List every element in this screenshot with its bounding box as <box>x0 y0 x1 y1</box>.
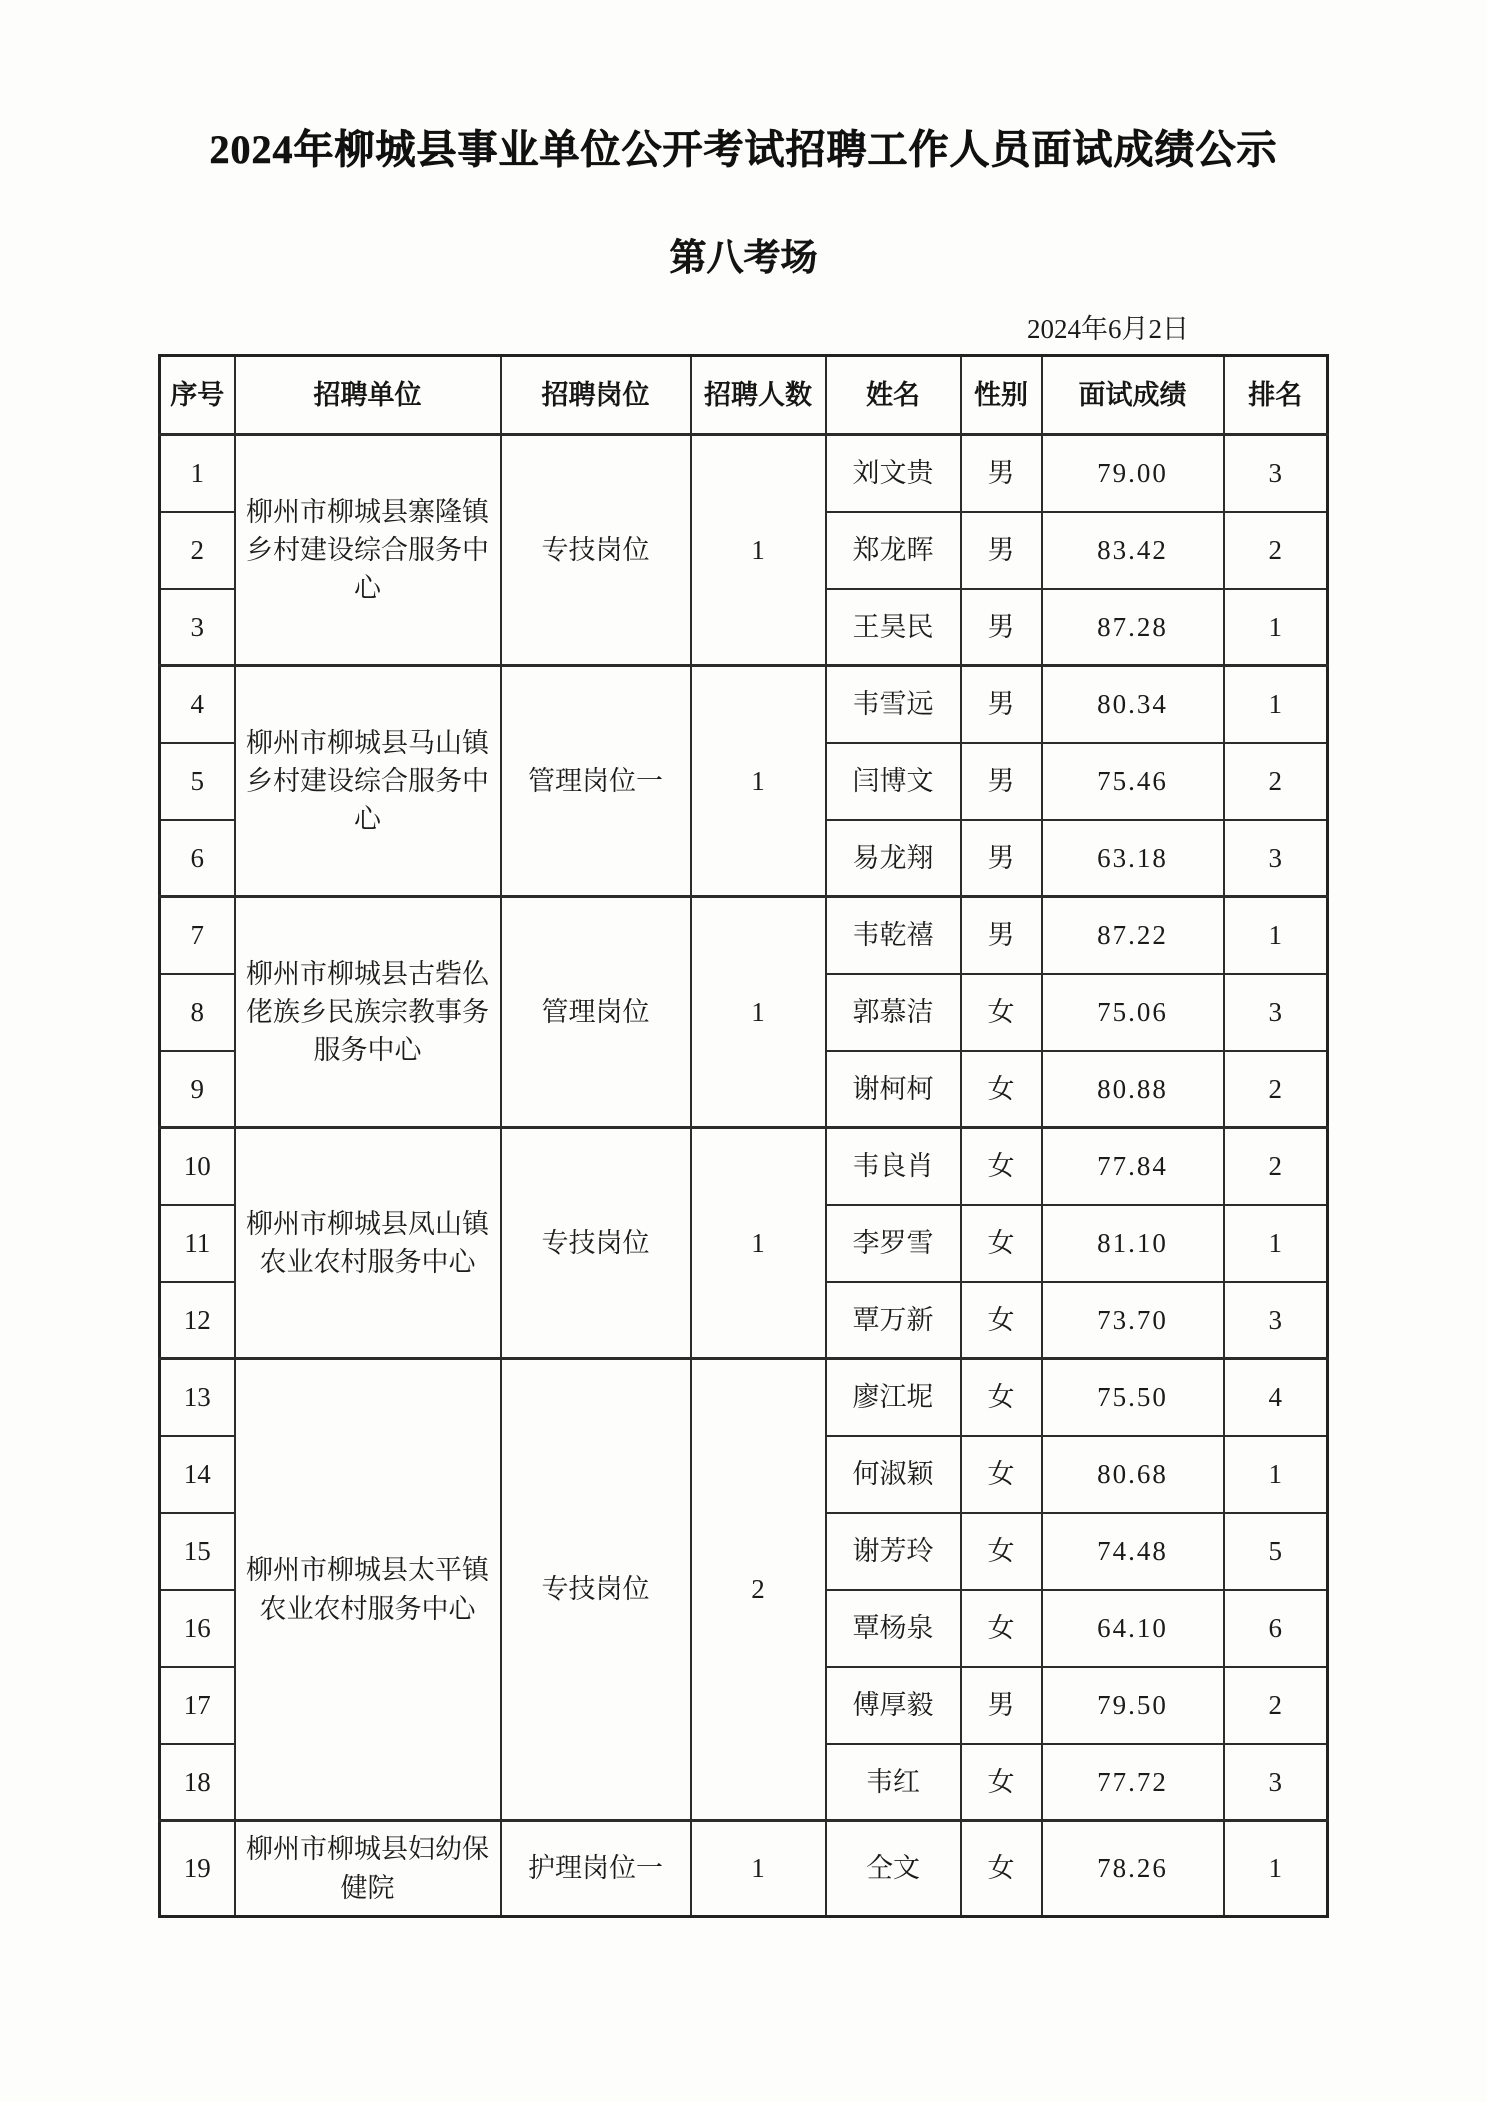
table-row <box>160 1359 1328 1436</box>
rank-cell: 2 <box>1224 1051 1328 1128</box>
name-cell: 覃杨泉 <box>826 1590 961 1667</box>
rank-cell: 2 <box>1224 1128 1328 1205</box>
rank-cell: 1 <box>1224 589 1328 666</box>
unit-cell: 柳州市柳城县寨隆镇乡村建设综合服务中心 <box>235 435 501 666</box>
table-header-row <box>160 356 1328 435</box>
unit-cell: 柳州市柳城县太平镇农业农村服务中心 <box>235 1359 501 1821</box>
score-cell: 78.26 <box>1042 1821 1224 1917</box>
gender-cell: 女 <box>961 1513 1042 1590</box>
gender-cell: 男 <box>961 820 1042 897</box>
name-cell: 仝文 <box>826 1821 961 1917</box>
seq-cell: 14 <box>160 1436 235 1513</box>
seq-cell: 4 <box>160 666 235 743</box>
post-cell: 护理岗位一 <box>501 1821 691 1917</box>
header-gender: 性别 <box>961 356 1042 435</box>
score-cell: 80.88 <box>1042 1051 1224 1128</box>
table-row <box>160 1821 1328 1917</box>
seq-cell: 3 <box>160 589 235 666</box>
count-cell: 1 <box>691 435 826 666</box>
count-cell: 2 <box>691 1359 826 1821</box>
gender-cell: 女 <box>961 1051 1042 1128</box>
gender-cell: 女 <box>961 1436 1042 1513</box>
gender-cell: 男 <box>961 589 1042 666</box>
name-cell: 闫博文 <box>826 743 961 820</box>
gender-cell: 女 <box>961 974 1042 1051</box>
rank-cell: 1 <box>1224 897 1328 974</box>
rank-cell: 3 <box>1224 820 1328 897</box>
name-cell: 韦红 <box>826 1744 961 1821</box>
seq-cell: 13 <box>160 1359 235 1436</box>
rank-cell: 1 <box>1224 1205 1328 1282</box>
gender-cell: 女 <box>961 1821 1042 1917</box>
unit-cell: 柳州市柳城县妇幼保健院 <box>235 1821 501 1917</box>
rank-cell: 5 <box>1224 1513 1328 1590</box>
header-post: 招聘岗位 <box>501 356 691 435</box>
seq-cell: 2 <box>160 512 235 589</box>
rank-cell: 6 <box>1224 1590 1328 1667</box>
rank-cell: 3 <box>1224 435 1328 512</box>
seq-cell: 10 <box>160 1128 235 1205</box>
rank-cell: 1 <box>1224 1821 1328 1917</box>
gender-cell: 女 <box>961 1590 1042 1667</box>
score-cell: 77.72 <box>1042 1744 1224 1821</box>
count-cell: 1 <box>691 666 826 897</box>
gender-cell: 男 <box>961 512 1042 589</box>
results-table-body <box>160 435 1328 1917</box>
rank-cell: 3 <box>1224 1282 1328 1359</box>
name-cell: 韦雪远 <box>826 666 961 743</box>
score-cell: 80.68 <box>1042 1436 1224 1513</box>
gender-cell: 男 <box>961 666 1042 743</box>
header-seq: 序号 <box>160 356 235 435</box>
table-row <box>160 435 1328 512</box>
name-cell: 何淑颖 <box>826 1436 961 1513</box>
gender-cell: 男 <box>961 897 1042 974</box>
table-row <box>160 897 1328 974</box>
count-cell: 1 <box>691 1821 826 1917</box>
gender-cell: 男 <box>961 743 1042 820</box>
name-cell: 谢柯柯 <box>826 1051 961 1128</box>
rank-cell: 2 <box>1224 743 1328 820</box>
score-cell: 83.42 <box>1042 512 1224 589</box>
rank-cell: 2 <box>1224 1667 1328 1744</box>
score-cell: 87.22 <box>1042 897 1224 974</box>
post-cell: 管理岗位一 <box>501 666 691 897</box>
score-cell: 87.28 <box>1042 589 1224 666</box>
name-cell: 郑龙晖 <box>826 512 961 589</box>
score-cell: 74.48 <box>1042 1513 1224 1590</box>
results-table-container <box>158 354 1487 1918</box>
gender-cell: 男 <box>961 435 1042 512</box>
score-cell: 75.06 <box>1042 974 1224 1051</box>
score-cell: 75.46 <box>1042 743 1224 820</box>
seq-cell: 1 <box>160 435 235 512</box>
seq-cell: 16 <box>160 1590 235 1667</box>
publish-date: 2024年6月2日 <box>1027 314 1189 344</box>
name-cell: 韦良肖 <box>826 1128 961 1205</box>
name-cell: 韦乾禧 <box>826 897 961 974</box>
seq-cell: 11 <box>160 1205 235 1282</box>
seq-cell: 5 <box>160 743 235 820</box>
name-cell: 廖江坭 <box>826 1359 961 1436</box>
rank-cell: 4 <box>1224 1359 1328 1436</box>
score-cell: 79.00 <box>1042 435 1224 512</box>
name-cell: 覃万新 <box>826 1282 961 1359</box>
header-unit: 招聘单位 <box>235 356 501 435</box>
header-score: 面试成绩 <box>1042 356 1224 435</box>
unit-cell: 柳州市柳城县古砦仫佬族乡民族宗教事务服务中心 <box>235 897 501 1128</box>
post-cell: 专技岗位 <box>501 1359 691 1821</box>
seq-cell: 8 <box>160 974 235 1051</box>
gender-cell: 女 <box>961 1128 1042 1205</box>
header-name: 姓名 <box>826 356 961 435</box>
seq-cell: 9 <box>160 1051 235 1128</box>
rank-cell: 1 <box>1224 1436 1328 1513</box>
gender-cell: 女 <box>961 1282 1042 1359</box>
score-cell: 81.10 <box>1042 1205 1224 1282</box>
score-cell: 80.34 <box>1042 666 1224 743</box>
name-cell: 刘文贵 <box>826 435 961 512</box>
gender-cell: 女 <box>961 1744 1042 1821</box>
score-cell: 79.50 <box>1042 1667 1224 1744</box>
page-title: 2024年柳城县事业单位公开考试招聘工作人员面试成绩公示 <box>209 127 1278 172</box>
table-row <box>160 666 1328 743</box>
post-cell: 管理岗位 <box>501 897 691 1128</box>
name-cell: 李罗雪 <box>826 1205 961 1282</box>
seq-cell: 12 <box>160 1282 235 1359</box>
rank-cell: 2 <box>1224 512 1328 589</box>
seq-cell: 18 <box>160 1744 235 1821</box>
unit-cell: 柳州市柳城县凤山镇农业农村服务中心 <box>235 1128 501 1359</box>
rank-cell: 3 <box>1224 974 1328 1051</box>
gender-cell: 女 <box>961 1205 1042 1282</box>
gender-cell: 男 <box>961 1667 1042 1744</box>
score-cell: 64.10 <box>1042 1590 1224 1667</box>
score-cell: 75.50 <box>1042 1359 1224 1436</box>
score-cell: 63.18 <box>1042 820 1224 897</box>
score-cell: 77.84 <box>1042 1128 1224 1205</box>
name-cell: 谢芳玲 <box>826 1513 961 1590</box>
post-cell: 专技岗位 <box>501 1128 691 1359</box>
count-cell: 1 <box>691 1128 826 1359</box>
name-cell: 傅厚毅 <box>826 1667 961 1744</box>
count-cell: 1 <box>691 897 826 1128</box>
score-cell: 73.70 <box>1042 1282 1224 1359</box>
table-row <box>160 1128 1328 1205</box>
exam-room-subtitle: 第八考场 <box>669 238 818 279</box>
header-rank: 排名 <box>1224 356 1328 435</box>
seq-cell: 15 <box>160 1513 235 1590</box>
seq-cell: 19 <box>160 1821 235 1917</box>
rank-cell: 3 <box>1224 1744 1328 1821</box>
header-count: 招聘人数 <box>691 356 826 435</box>
seq-cell: 17 <box>160 1667 235 1744</box>
name-cell: 王昊民 <box>826 589 961 666</box>
unit-cell: 柳州市柳城县马山镇乡村建设综合服务中心 <box>235 666 501 897</box>
rank-cell: 1 <box>1224 666 1328 743</box>
seq-cell: 6 <box>160 820 235 897</box>
post-cell: 专技岗位 <box>501 435 691 666</box>
results-table <box>158 354 1329 1918</box>
name-cell: 郭慕洁 <box>826 974 961 1051</box>
name-cell: 易龙翔 <box>826 820 961 897</box>
gender-cell: 女 <box>961 1359 1042 1436</box>
seq-cell: 7 <box>160 897 235 974</box>
